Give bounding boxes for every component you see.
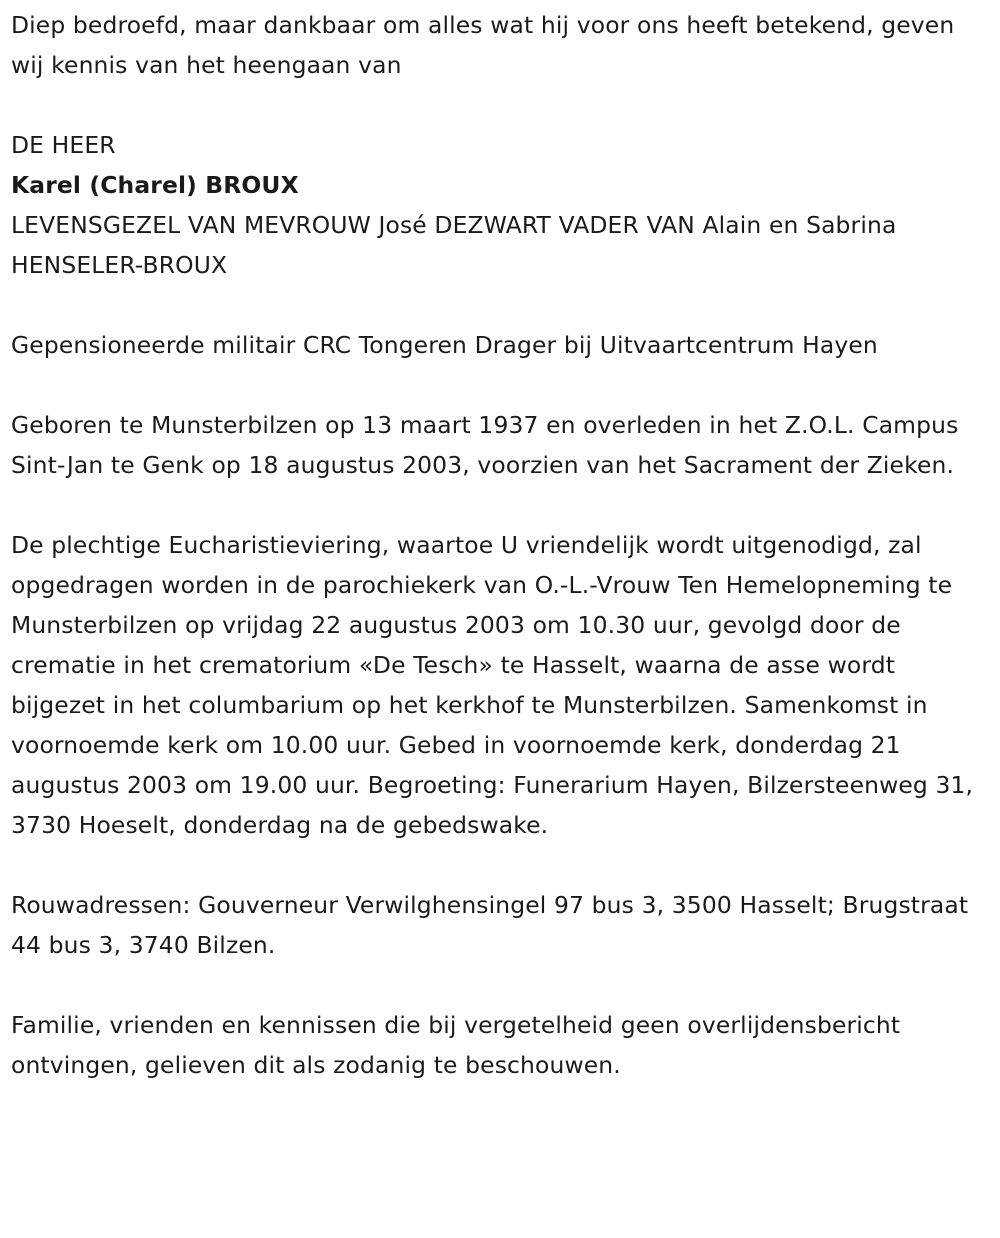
occupation-paragraph: Gepensioneerde militair CRC Tongeren Drager bij Uitvaartcentrum Hayen: [11, 331, 878, 359]
addresses-paragraph: Rouwadressen: Gouverneur Verwilghensingel 97 bus 3, 3500 Hasselt; Brugstraat 44 bus 3, 3740 Bilzen.: [11, 891, 969, 959]
spacer: [11, 965, 993, 1005]
spacer: [11, 85, 993, 125]
spacer: [11, 485, 993, 525]
honorific: DE HEER: [11, 131, 116, 159]
closing-paragraph: Familie, vrienden en kennissen die bij vergetelheid geen overlijdensbericht ontvingen, gelieven dit als zodanig te beschouwen.: [11, 1011, 901, 1079]
spacer: [11, 845, 993, 885]
ceremony-paragraph: De plechtige Eucharistieviering, waartoe U vriendelijk wordt uitgenodigd, zal opgedragen worden in de parochiekerk van O.-L.-Vrouw Ten Hemelopneming te Munsterbilzen op vrijdag 22 augustus 2003 om 10.30 uur, gevolgd door de crematie in het crematorium «De Tesch» te Hasselt, waarna de asse wordt bijgezet in het columbarium op het kerkhof te Munsterbilzen. Samenkomst in voornoemde kerk om 10.00 uur. Gebed in voornoemde kerk, donderdag 21 augustus 2003 om 19.00 uur. Begroeting: Funerarium Hayen, Bilzersteenweg 31, 3730 Hoeselt, donderdag na de gebedswake.: [11, 531, 974, 839]
relations-paragraph: LEVENSGEZEL VAN MEVROUW José DEZWART VADER VAN Alain en Sabrina HENSELER-BROUX: [11, 211, 897, 279]
death-notice: [11, 0, 993, 1085]
spacer: [11, 365, 993, 405]
intro-paragraph: Diep bedroefd, maar dankbaar om alles wat hij voor ons heeft betekend, geven wij kennis van het heengaan van: [11, 11, 955, 79]
deceased-name: Karel (Charel) BROUX: [11, 171, 299, 199]
spacer: [11, 285, 993, 325]
birth-death-paragraph: Geboren te Munsterbilzen op 13 maart 1937 en overleden in het Z.O.L. Campus Sint-Jan te Genk op 18 augustus 2003, voorzien van het Sacrament der Zieken.: [11, 411, 959, 479]
